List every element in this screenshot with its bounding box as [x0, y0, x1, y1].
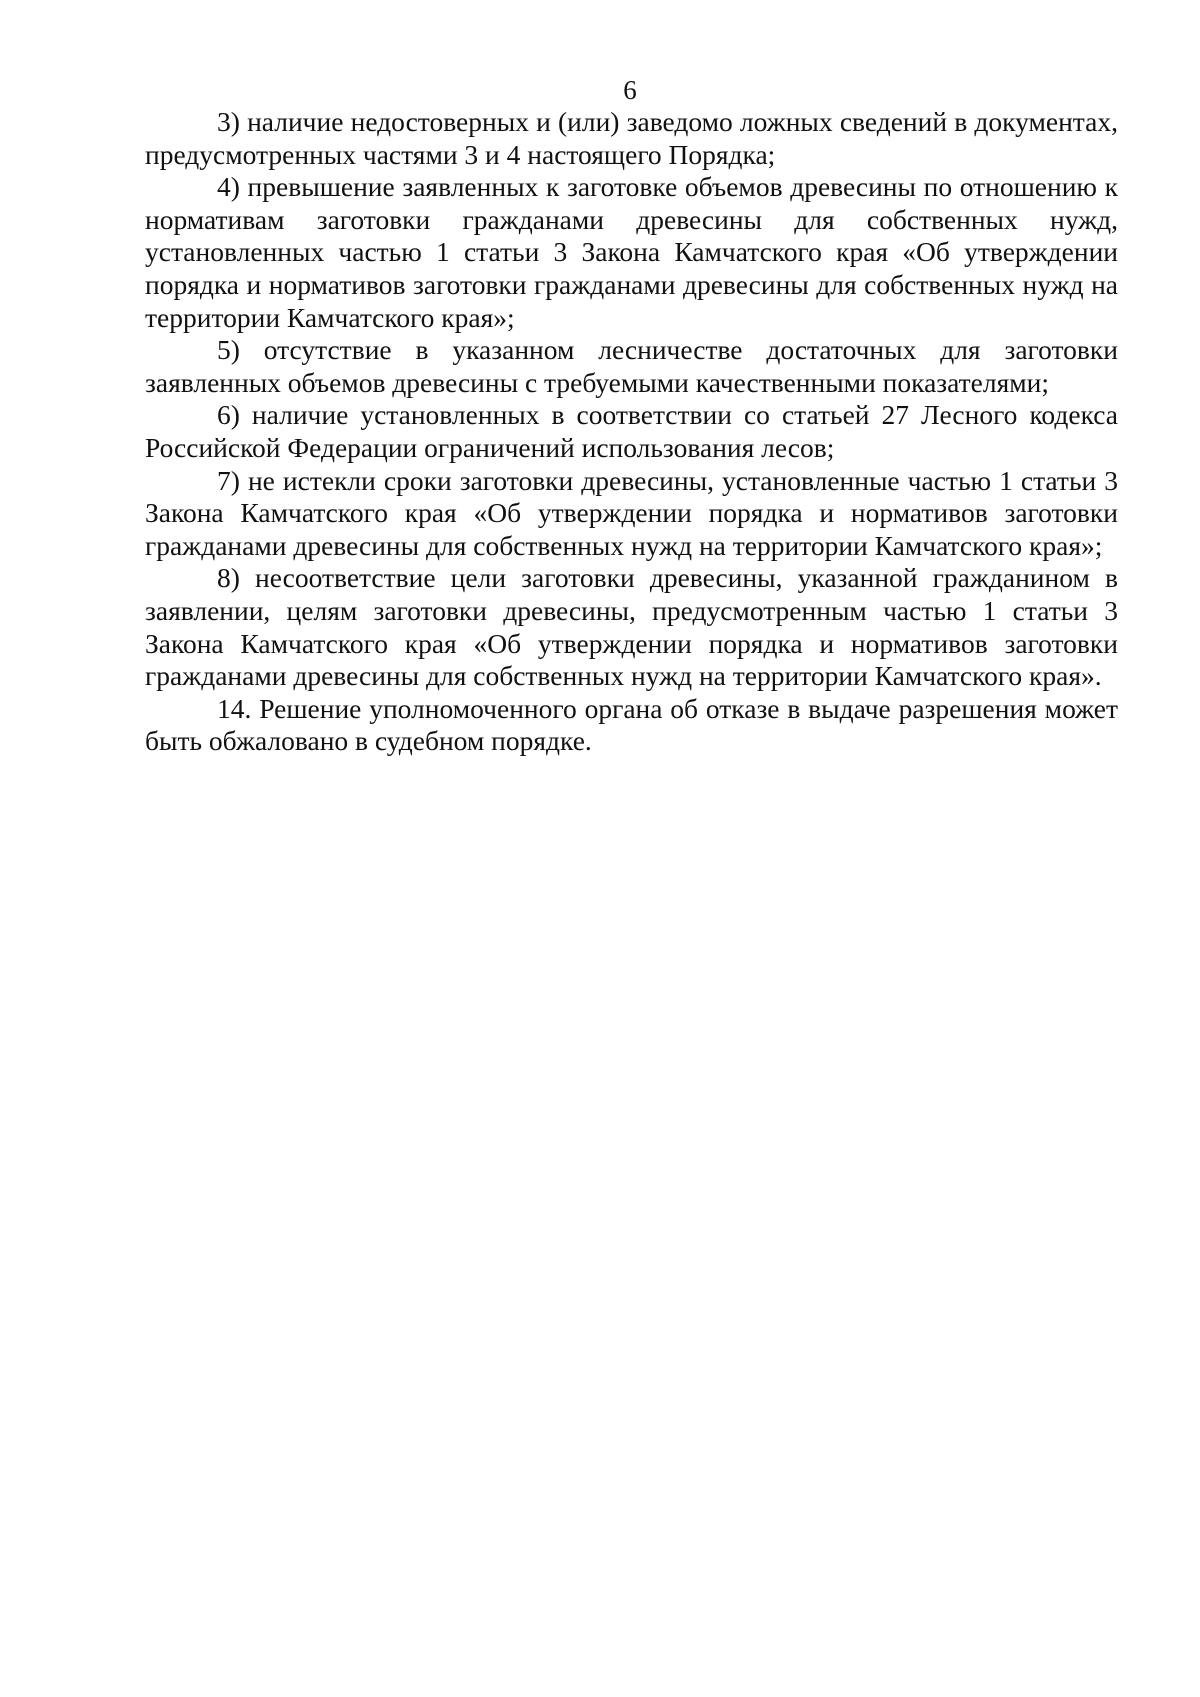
- paragraph-item-7: 7) не истекли сроки заготовки древесины, установленные частью 1 статьи 3 Закона Камчатского края «Об утверждении порядка и нормативов заготовки гражданами древесины для собственных нужд на территории Камчатского края»;: [145, 464, 1118, 561]
- paragraph-section-14: 14. Решение уполномоченного органа об отказе в выдаче разрешения может быть обжаловано в судебном порядке.: [145, 692, 1118, 757]
- paragraph-item-5: 5) отсутствие в указанном лесничестве достаточных для заготовки заявленных объемов древесины с требуемыми качественными показателями;: [145, 334, 1118, 398]
- paragraph-item-6: 6) наличие установленных в соответствии со статьей 27 Лесного кодекса Российской Федерации ограничений использования лесов;: [145, 399, 1118, 463]
- paragraph-item-3: 3) наличие недостоверных и (или) заведомо ложных сведений в документах, предусмотренных частями 3 и 4 настоящего Порядка;: [145, 106, 1118, 170]
- paragraph-item-8: 8) несоответствие цели заготовки древесины, указанной гражданином в заявлении, целям заготовки древесины, предусмотренным частью 1 статьи 3 Закона Камчатского края «Об утверждении порядка и нормативов заготовки гражданами древесины для собственных нужд на территории Камчатского края».: [145, 562, 1118, 692]
- document-body: [145, 106, 1118, 758]
- paragraph-item-4: 4) превышение заявленных к заготовке объемов древесины по отношению к нормативам заготовки гражданами древесины для собственных нужд, установленных частью 1 статьи 3 Закона Камчатского края «Об утверждении порядка и нормативов заготовки гражданами древесины для собственных нужд на территории Камчатского края»;: [145, 171, 1118, 333]
- page-number: 6: [623, 75, 637, 105]
